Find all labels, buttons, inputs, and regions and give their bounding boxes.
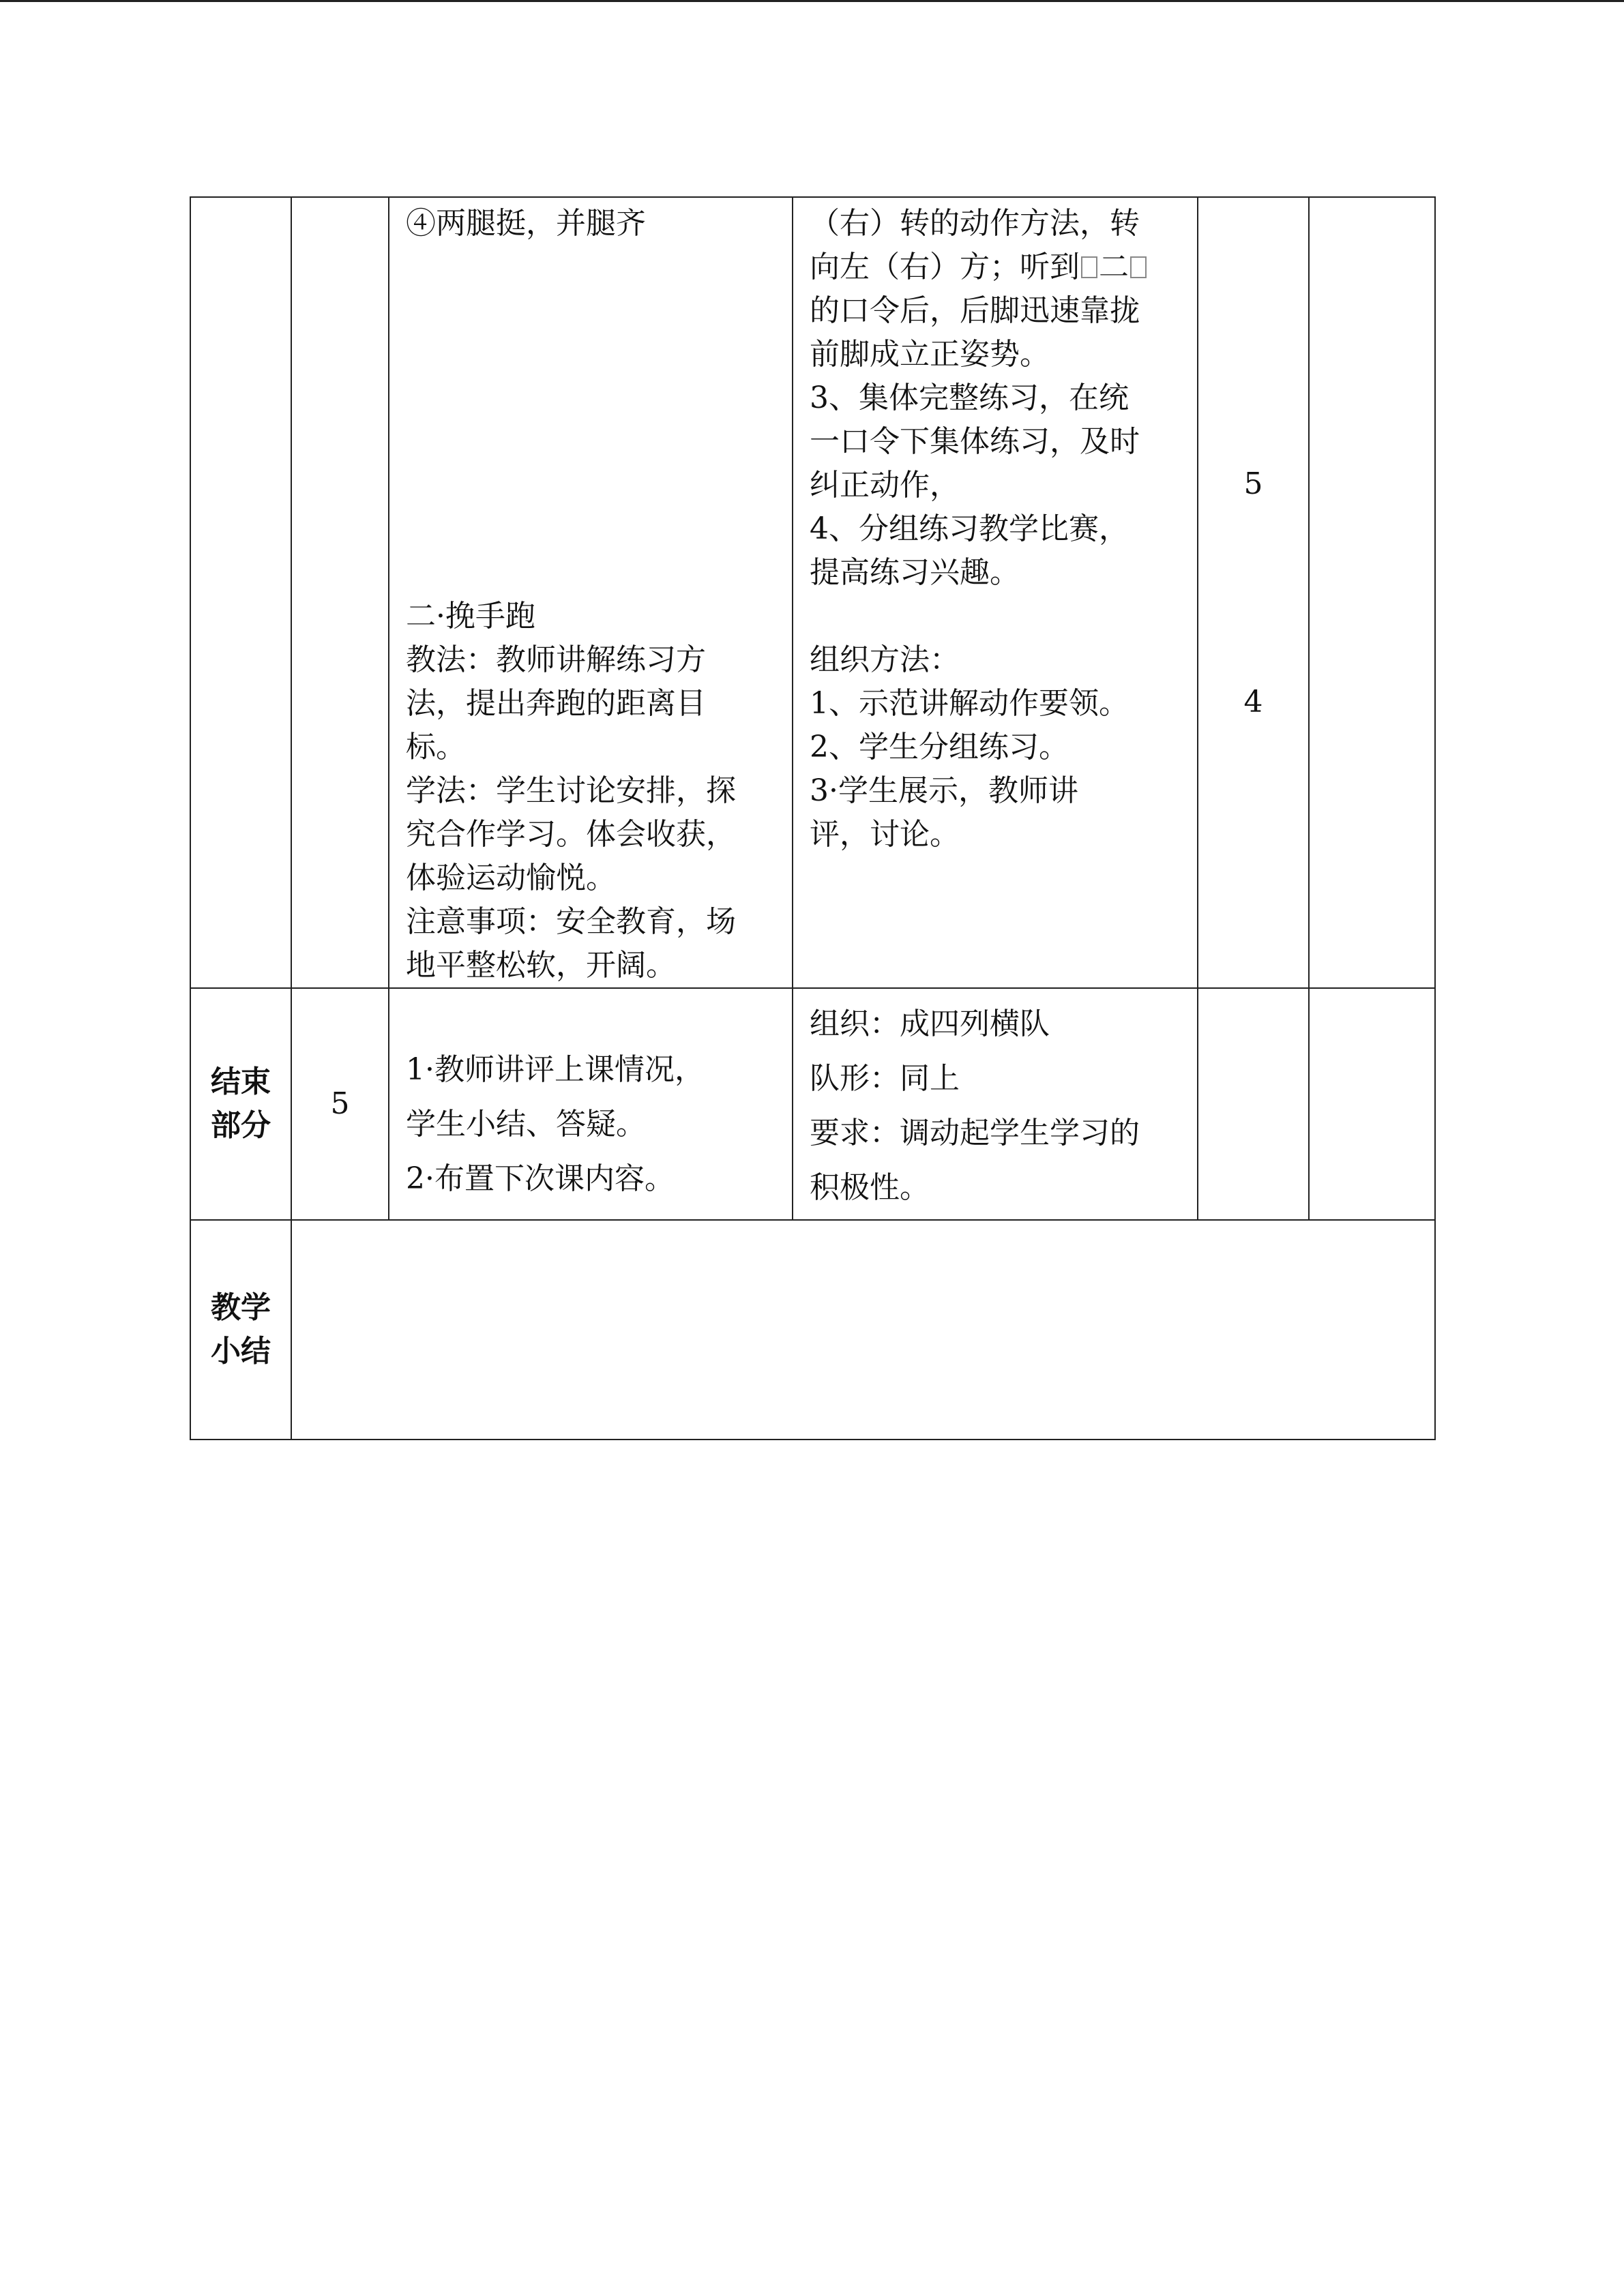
content-line: 2·布置下次课内容。 <box>406 1161 675 1196</box>
content-line: 学法：学生讨论安排，探 <box>406 773 736 808</box>
section-label: 教学 <box>211 1290 271 1325</box>
missing-glyph-icon <box>1081 256 1097 278</box>
section-label-cell <box>190 1220 291 1440</box>
count-cell <box>1198 197 1309 988</box>
method-line: 3、集体完整练习，在统 <box>810 381 1129 415</box>
method-line: 组织：成四列横队 <box>810 1007 1050 1041</box>
time-value: 5 <box>330 1086 350 1121</box>
method-line: 要求：调动起学生学习的 <box>810 1116 1140 1150</box>
method-line-with-glyphs <box>810 245 1181 289</box>
section-label: 部分 <box>211 1108 271 1143</box>
method-line: 纠正动作， <box>810 468 960 503</box>
section-label-cell <box>190 197 291 988</box>
section-label: 结束 <box>211 1064 271 1099</box>
lesson-plan-table <box>190 196 1436 1440</box>
content-line: 标。 <box>406 730 466 764</box>
section-label-cell <box>190 988 291 1220</box>
table-row-ending <box>190 988 1435 1220</box>
content-line: 地平整松软，开阔。 <box>406 948 676 983</box>
method-line: （右）转的动作方法，转 <box>810 206 1140 241</box>
content-line: 究合作学习。体会收获， <box>406 817 736 852</box>
count-value: 5 <box>1243 466 1263 501</box>
summary-content-cell <box>291 1220 1435 1440</box>
content-line: ④两腿挺，并腿齐 <box>406 206 646 241</box>
intensity-cell <box>1309 988 1435 1220</box>
content-line: 学生小结、答疑。 <box>406 1107 646 1142</box>
method-glyph-tail: 二 <box>1099 250 1129 284</box>
time-cell <box>291 197 389 988</box>
table-row-continuation <box>190 197 1435 988</box>
method-line: 组织方法： <box>810 642 960 677</box>
content-line: 注意事项：安全教育，场 <box>406 904 736 939</box>
method-line: 积极性。 <box>810 1170 930 1205</box>
method-line: 1、示范讲解动作要领。 <box>810 686 1129 721</box>
content-cell <box>389 988 793 1220</box>
missing-glyph-icon <box>1130 256 1147 278</box>
method-line: 前脚成立正姿势。 <box>810 337 1050 372</box>
content-line: 1·教师讲评上课情况， <box>406 1052 705 1087</box>
content-line: 法，提出奔跑的距离目 <box>406 686 706 721</box>
page-top-border <box>0 0 1624 2</box>
method-line: 评，讨论。 <box>810 817 960 852</box>
method-line: 队形：同上 <box>810 1061 960 1096</box>
method-line-text: 向左（右）方；听到 <box>810 250 1080 284</box>
method-line: 一口令下集体练习，及时 <box>810 424 1140 459</box>
count-cell <box>1198 988 1309 1220</box>
content-line: 体验运动愉悦。 <box>406 861 616 895</box>
method-line: 4、分组练习教学比赛， <box>810 511 1129 546</box>
section-label: 小结 <box>211 1334 271 1369</box>
method-line: 2、学生分组练习。 <box>810 730 1069 764</box>
intensity-cell <box>1309 197 1435 988</box>
method-line: 提高练习兴趣。 <box>810 555 1020 590</box>
count-value: 4 <box>1243 685 1263 719</box>
method-cell <box>793 988 1198 1220</box>
content-line: 教法：教师讲解练习方 <box>406 642 706 677</box>
table-row-summary <box>190 1220 1435 1440</box>
method-line: 3·学生展示，教师讲 <box>810 773 1078 808</box>
method-cell <box>793 197 1198 988</box>
method-line: 的口令后，后脚迅速靠拢 <box>810 293 1140 328</box>
time-cell <box>291 988 389 1220</box>
content-line: 二·挽手跑 <box>406 599 535 633</box>
content-cell <box>389 197 793 988</box>
